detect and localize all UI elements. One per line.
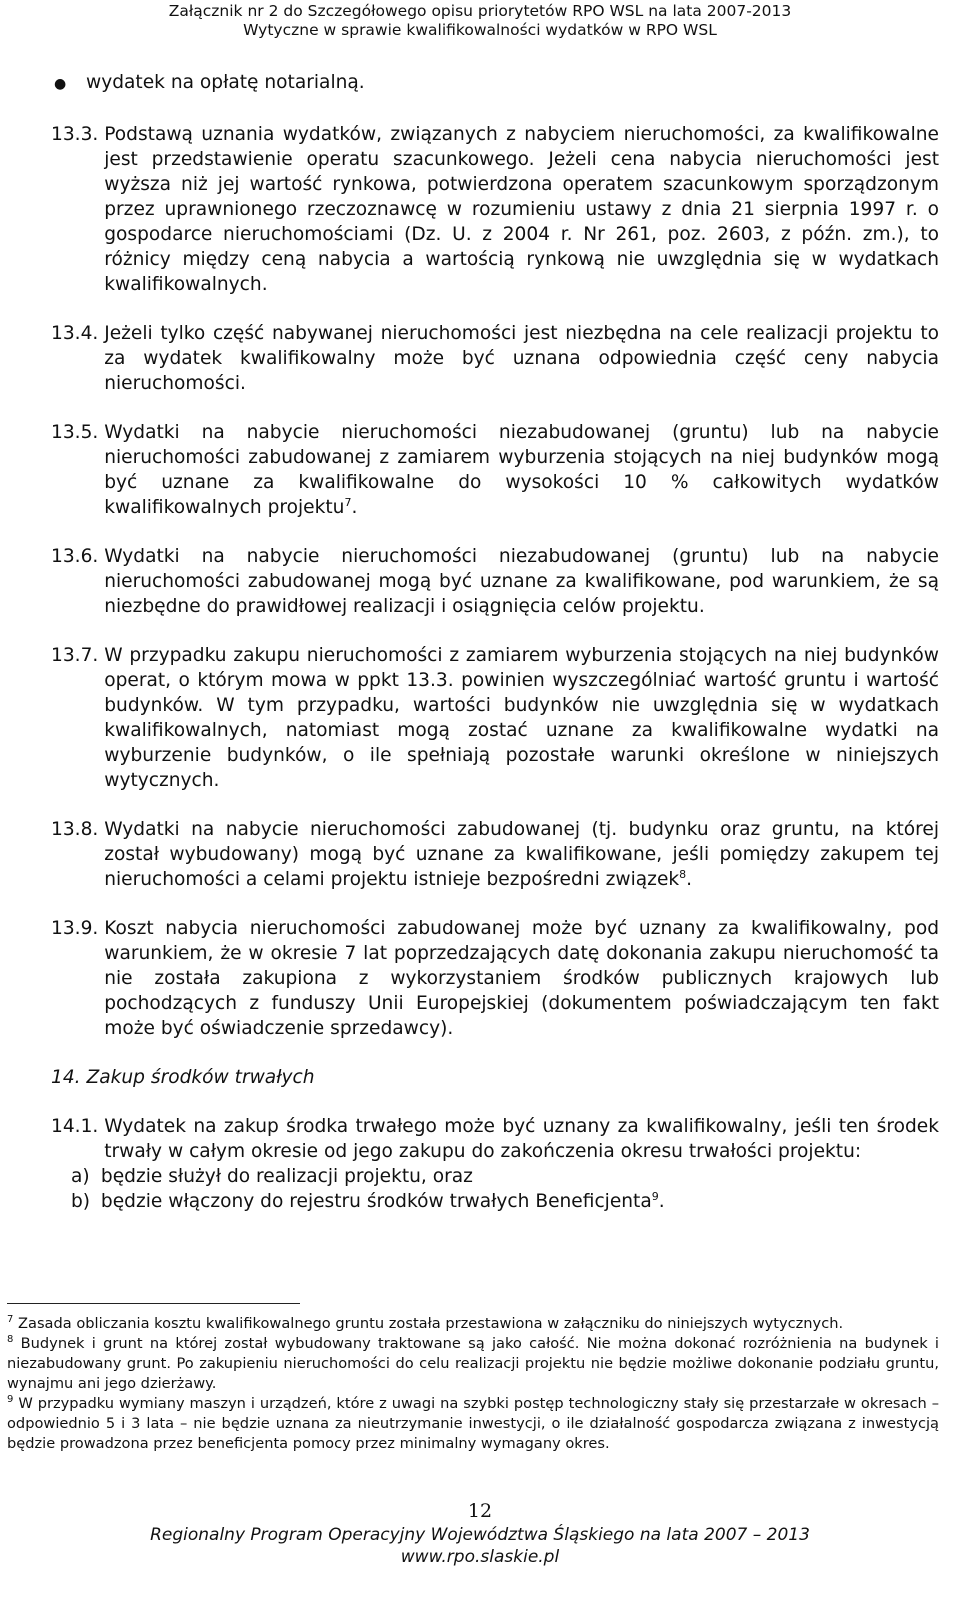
bullet-icon: ● [54, 76, 67, 92]
heading-14: 14. Zakup środków trwałych [51, 1067, 315, 1088]
section-number: 13.6. [51, 546, 105, 567]
list-label: b) [71, 1191, 91, 1212]
section-body [104, 817, 939, 892]
section-text: Jeżeli tylko część nabywanej nieruchomości jest niezbędna na cele realizacji projektu to za wydatek kwalifikowalny może być uznana odpowiednia część ceny nabycia nieruchomości. [104, 323, 939, 394]
footnote-marker: 7 [7, 1314, 14, 1326]
footnote-8 [7, 1334, 939, 1394]
section-end: . [686, 869, 693, 890]
section-number: 13.7. [51, 645, 105, 666]
section-end: . [351, 497, 358, 518]
section-13-8 [51, 817, 939, 892]
footnote-ref-7[interactable]: 7 [344, 495, 352, 509]
list-text: będzie służył do realizacji projektu, oraz [100, 1166, 473, 1187]
footnote-9 [7, 1394, 939, 1454]
document-body [51, 70, 939, 1214]
section-14-1 [51, 1114, 939, 1164]
header-line-1: Załącznik nr 2 do Szczegółowego opisu priorytetów RPO WSL na lata 2007-2013 [168, 2, 792, 20]
section-number: 14.1. [51, 1116, 105, 1137]
list-label: a) [71, 1166, 90, 1187]
section-text: Wydatki na nabycie nieruchomości zabudowanej (tj. budynku oraz gruntu, na której został wybudowany) mogą być uznane za kwalifikowane, jeśli pomiędzy zakupem tej nieruchomości a celami projektu istnieje bezpośredni związek [104, 819, 939, 890]
section-13-9 [51, 916, 939, 1041]
footnote-ref-9[interactable]: 9 [651, 1189, 659, 1203]
section-text: Wydatek na zakup środka trwałego może być uznany za kwalifikowalny, jeśli ten środek trwały w całym okresie od jego zakupu do zakończenia okresu trwałości projektu: [104, 1116, 939, 1162]
section-text: Wydatki na nabycie nieruchomości niezabudowanej (gruntu) lub na nabycie nieruchomości zabudowanej z zamiarem wyburzenia stojących na niej budynków mogą być uznane za kwalifikowalne do wysokości 10 % całkowitych wydatków kwalifikowalnych projektu [104, 422, 939, 518]
section-number: 13.4. [51, 323, 105, 344]
header-line-2: Wytyczne w sprawie kwalifikowalności wydatków w RPO WSL [243, 21, 717, 39]
section-number: 13.3. [51, 124, 105, 145]
section-number: 13.5. [51, 422, 105, 443]
footnote-ref-8[interactable]: 8 [679, 867, 687, 881]
list-end: . [658, 1191, 665, 1212]
section-13-5 [51, 420, 939, 520]
footnote-text: W przypadku wymiany maszyn i urządzeń, które z uwagi na szybki postęp technologiczny stały się przestarzałe w okresach – odpowiednio 5 i 3 lata – nie będzie uznana za nieutrzymanie inwestycji, o ile działalność gospodarcza związana z inwestycją będzie prowadzona przez beneficjenta pomocy przez minimalny wymagany okres. [7, 1395, 939, 1452]
footnote-marker: 8 [7, 1334, 14, 1346]
footnote-text: Budynek i grunt na której został wybudowany traktowane są jako całość. Nie można dokonać rozróżnienia na budynek i niezabudowany grunt. Po zakupieniu nieruchomości do celu realizacji projektu nie będzie możliwe dokonanie podziału gruntu, wynajmu ani jego dzierżawy. [7, 1335, 939, 1392]
section-text: Koszt nabycia nieruchomości zabudowanej może być uznany za kwalifikowalny, pod warunkiem, że w okresie 7 lat poprzedzających datę dokonania zakupu nieruchomość ta nie została zakupiona z wykorzystaniem środków publicznych krajowych lub pochodzących z funduszy Unii Europejskiej (dokumentem poświadczającym ten fakt może być oświadczenie sprzedawcy). [104, 918, 939, 1039]
bullet-text: wydatek na opłatę notarialną. [86, 72, 365, 93]
section-13-4 [51, 321, 939, 396]
section-number: 13.9. [51, 918, 105, 939]
page-number: 12 [467, 1500, 493, 1522]
section-13-7 [51, 643, 939, 793]
footnotes [7, 1314, 939, 1454]
list-text: będzie włączony do rejestru środków trwałych Beneficjenta [100, 1191, 652, 1212]
section-text: W przypadku zakupu nieruchomości z zamiarem wyburzenia stojących na niej budynków operat, o którym mowa w ppkt 13.3. powinien wyszczególniać wartość gruntu i wartość budynków. W tym przypadku, wartości budynków nie uwzględnia się w wydatkach kwalifikowalnych, natomiast mogą zostać uznane za kwalifikowalne wydatki na wyburzenie budynków, o ile spełniają pozostałe warunki określone w niniejszych wytycznych. [104, 645, 939, 791]
page-header [0, 2, 960, 40]
list-item-a [51, 1164, 939, 1189]
footnote-separator [7, 1303, 300, 1304]
section-13-6 [51, 544, 939, 619]
footnote-marker: 9 [7, 1394, 14, 1406]
section-text: Podstawą uznania wydatków, związanych z nabyciem nieruchomości, za kwalifikowalne jest przedstawienie operatu szacunkowego. Jeżeli cena nabycia nieruchomości jest wyższa niż jej wartość rynkowa, potwierdzona operatem szacunkowym sporządzonym przez uprawnionego rzeczoznawcę w rozumieniu ustawy z dnia 21 sierpnia 1997 r. o gospodarce nieruchomościami (Dz. U. z 2004 r. Nr 261, poz. 2603, z późn. zm.), to różnicy między ceną nabycia a wartością rynkową nie uwzględnia się w wydatkach kwalifikowalnych. [104, 124, 939, 295]
list-item-b [51, 1189, 939, 1214]
bullet-item [54, 70, 939, 97]
section-body [104, 420, 939, 520]
page-footer [0, 1524, 960, 1568]
footer-url[interactable]: www.rpo.slaskie.pl [400, 1547, 560, 1567]
footnote-text: Zasada obliczania kosztu kwalifikowalnego gruntu została przestawiona w załączniku do niniejszych wytycznych. [18, 1315, 844, 1332]
section-number: 13.8. [51, 819, 105, 840]
section-text: Wydatki na nabycie nieruchomości niezabudowanej (gruntu) lub na nabycie nieruchomości zabudowanej mogą być uznane za kwalifikowane, pod warunkiem, że są niezbędne do prawidłowej realizacji i osiągnięcia celów projektu. [104, 546, 939, 617]
footnote-7 [7, 1314, 939, 1334]
section-13-3 [51, 122, 939, 297]
footer-line-1: Regionalny Program Operacyjny Województwa Śląskiego na lata 2007 – 2013 [150, 1525, 810, 1545]
